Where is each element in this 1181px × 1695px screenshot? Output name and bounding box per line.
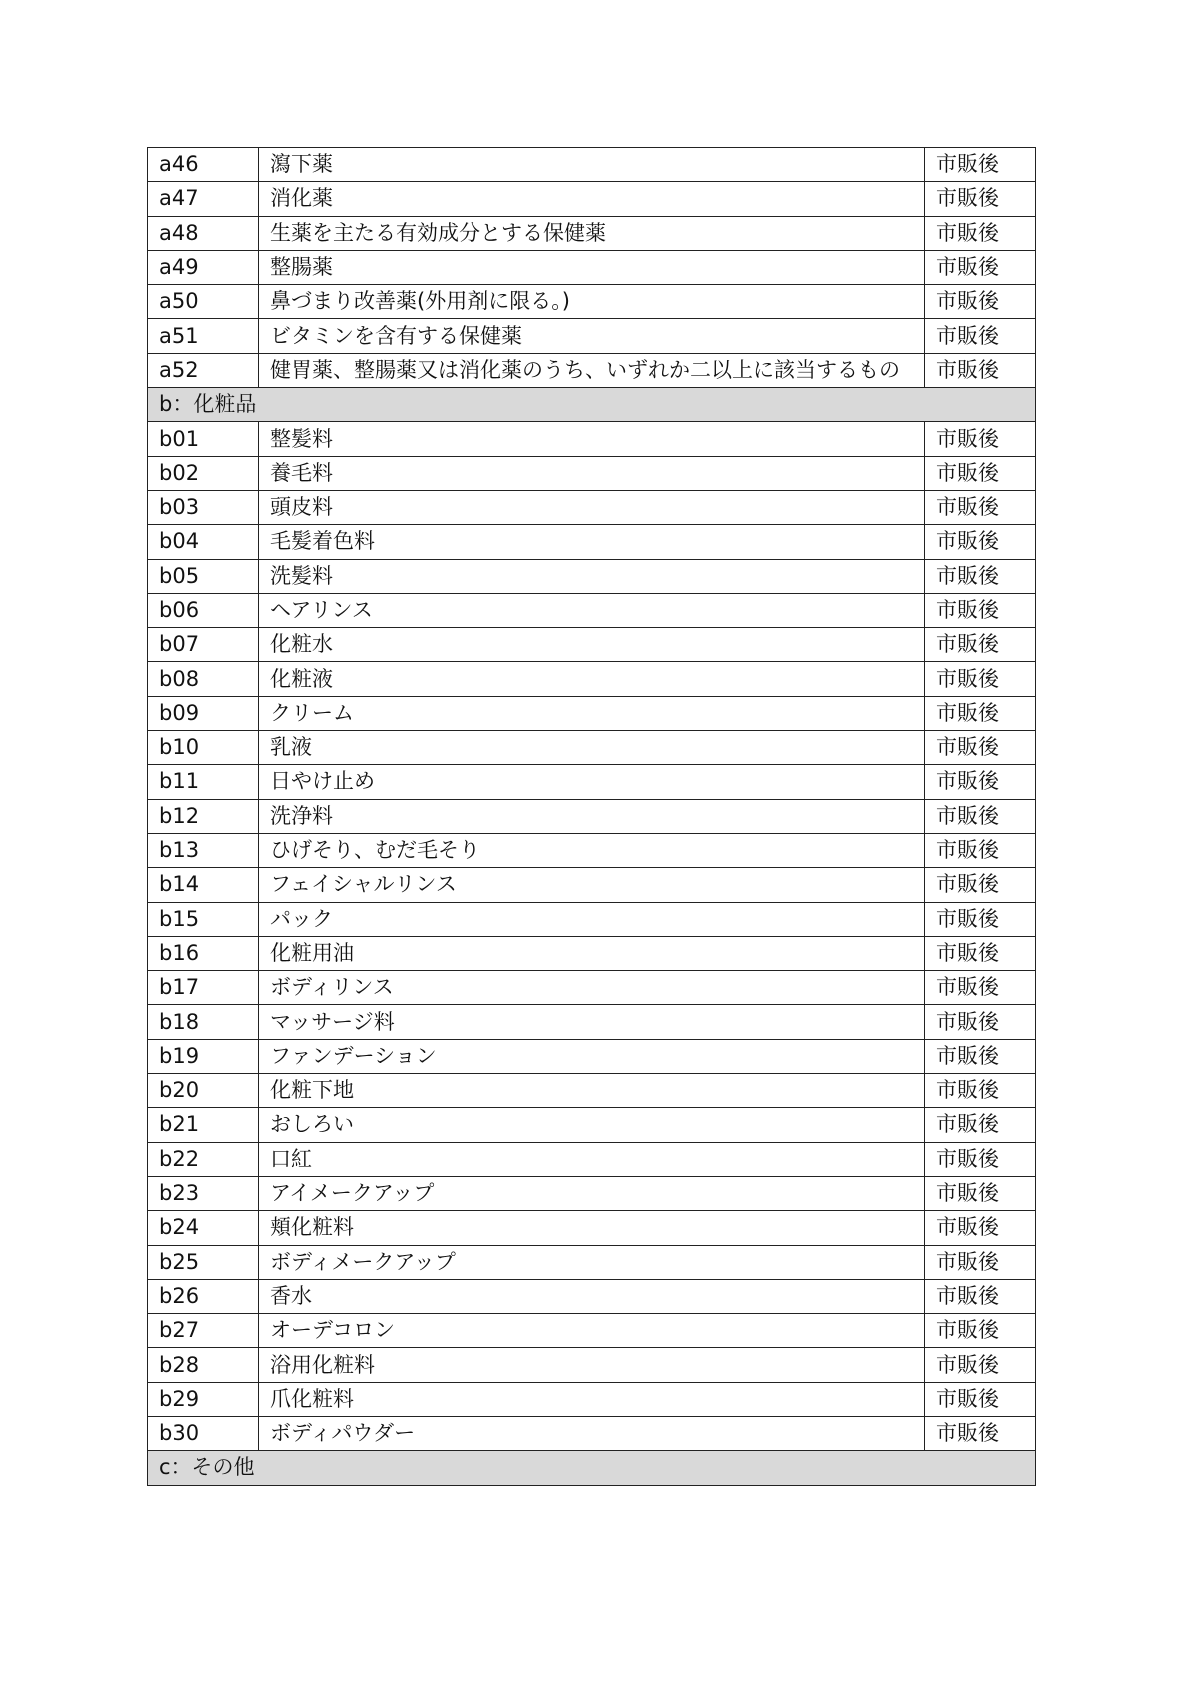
item-status: 市販後: [925, 731, 1036, 765]
item-name: 乳液: [259, 731, 925, 765]
item-name: マッサージ料: [259, 1005, 925, 1039]
item-status: 市販後: [925, 285, 1036, 319]
item-status: 市販後: [925, 868, 1036, 902]
item-status: 市販後: [925, 250, 1036, 284]
table-row: [148, 833, 1036, 867]
item-code: a47: [148, 182, 259, 216]
item-status: 市販後: [925, 1074, 1036, 1108]
item-status: 市販後: [925, 1142, 1036, 1176]
item-code: b09: [148, 696, 259, 730]
item-name: 洗髪料: [259, 559, 925, 593]
table-row: [148, 628, 1036, 662]
table-row: [148, 662, 1036, 696]
item-code: a51: [148, 319, 259, 353]
item-code: b10: [148, 731, 259, 765]
item-status: 市販後: [925, 1416, 1036, 1450]
item-code: b29: [148, 1382, 259, 1416]
table-row: [148, 1416, 1036, 1450]
item-name: 頬化粧料: [259, 1211, 925, 1245]
item-name: ボディパウダー: [259, 1416, 925, 1450]
table-row: [148, 1245, 1036, 1279]
item-code: b18: [148, 1005, 259, 1039]
item-name: ボディリンス: [259, 971, 925, 1005]
table-row: [148, 1142, 1036, 1176]
table-row: [148, 1074, 1036, 1108]
item-code: a48: [148, 216, 259, 250]
table-row: [148, 148, 1036, 182]
item-status: 市販後: [925, 765, 1036, 799]
item-code: b06: [148, 593, 259, 627]
item-status: 市販後: [925, 799, 1036, 833]
item-code: b01: [148, 422, 259, 456]
item-code: b17: [148, 971, 259, 1005]
table-row: [148, 868, 1036, 902]
item-name: おしろい: [259, 1108, 925, 1142]
table-row: [148, 1279, 1036, 1313]
item-name: 洗浄料: [259, 799, 925, 833]
table-row: [148, 731, 1036, 765]
item-status: 市販後: [925, 216, 1036, 250]
item-name: 健胃薬、整腸薬又は消化薬のうち、いずれか二以上に該当するもの: [259, 353, 925, 387]
item-code: b20: [148, 1074, 259, 1108]
item-code: b16: [148, 936, 259, 970]
item-name: ひげそり、むだ毛そり: [259, 833, 925, 867]
item-code: b11: [148, 765, 259, 799]
table-row: [148, 1039, 1036, 1073]
item-status: 市販後: [925, 593, 1036, 627]
item-code: b04: [148, 525, 259, 559]
item-code: b25: [148, 1245, 259, 1279]
table-row: [148, 250, 1036, 284]
item-status: 市販後: [925, 833, 1036, 867]
item-status: 市販後: [925, 1245, 1036, 1279]
item-code: b08: [148, 662, 259, 696]
item-name: 口紅: [259, 1142, 925, 1176]
item-code: b13: [148, 833, 259, 867]
item-name: 整髪料: [259, 422, 925, 456]
item-name: 瀉下薬: [259, 148, 925, 182]
item-code: b23: [148, 1176, 259, 1210]
item-code: b15: [148, 902, 259, 936]
item-code: b07: [148, 628, 259, 662]
table-row: [148, 1176, 1036, 1210]
item-code: b02: [148, 456, 259, 490]
item-code: a50: [148, 285, 259, 319]
item-name: 化粧液: [259, 662, 925, 696]
item-status: 市販後: [925, 1176, 1036, 1210]
item-status: 市販後: [925, 1108, 1036, 1142]
item-status: 市販後: [925, 1348, 1036, 1382]
item-status: 市販後: [925, 1314, 1036, 1348]
item-name: 整腸薬: [259, 250, 925, 284]
table-row: [148, 1108, 1036, 1142]
item-status: 市販後: [925, 148, 1036, 182]
item-status: 市販後: [925, 971, 1036, 1005]
section-header-row: [148, 388, 1036, 422]
table-row: [148, 1211, 1036, 1245]
item-status: 市販後: [925, 1382, 1036, 1416]
item-name: 養毛料: [259, 456, 925, 490]
item-code: b27: [148, 1314, 259, 1348]
item-code: b12: [148, 799, 259, 833]
item-status: 市販後: [925, 696, 1036, 730]
table-row: [148, 593, 1036, 627]
table-row: [148, 559, 1036, 593]
item-name: クリーム: [259, 696, 925, 730]
item-code: b22: [148, 1142, 259, 1176]
table-row: [148, 182, 1036, 216]
item-code: b19: [148, 1039, 259, 1073]
item-status: 市販後: [925, 1279, 1036, 1313]
item-name: フェイシャルリンス: [259, 868, 925, 902]
item-code: a46: [148, 148, 259, 182]
table-row: [148, 456, 1036, 490]
item-status: 市販後: [925, 1039, 1036, 1073]
section-label: c：その他: [148, 1451, 1036, 1485]
item-status: 市販後: [925, 662, 1036, 696]
item-name: 浴用化粧料: [259, 1348, 925, 1382]
item-code: a49: [148, 250, 259, 284]
item-name: ビタミンを含有する保健薬: [259, 319, 925, 353]
item-code: b03: [148, 490, 259, 524]
item-name: ボディメークアップ: [259, 1245, 925, 1279]
item-status: 市販後: [925, 902, 1036, 936]
item-name: 生薬を主たる有効成分とする保健薬: [259, 216, 925, 250]
table-row: [148, 799, 1036, 833]
item-code: b21: [148, 1108, 259, 1142]
category-table: [147, 147, 1036, 1486]
item-name: 化粧下地: [259, 1074, 925, 1108]
item-status: 市販後: [925, 490, 1036, 524]
item-name: 日やけ止め: [259, 765, 925, 799]
item-status: 市販後: [925, 182, 1036, 216]
item-code: b14: [148, 868, 259, 902]
table-row: [148, 1005, 1036, 1039]
item-name: 化粧水: [259, 628, 925, 662]
item-name: 爪化粧料: [259, 1382, 925, 1416]
table-row: [148, 1314, 1036, 1348]
item-code: b28: [148, 1348, 259, 1382]
item-status: 市販後: [925, 936, 1036, 970]
item-status: 市販後: [925, 319, 1036, 353]
table-row: [148, 971, 1036, 1005]
item-name: 毛髪着色料: [259, 525, 925, 559]
item-status: 市販後: [925, 422, 1036, 456]
item-status: 市販後: [925, 525, 1036, 559]
table-row: [148, 353, 1036, 387]
item-status: 市販後: [925, 1211, 1036, 1245]
category-table-body: [148, 148, 1036, 1486]
item-status: 市販後: [925, 456, 1036, 490]
item-code: b26: [148, 1279, 259, 1313]
item-status: 市販後: [925, 353, 1036, 387]
table-row: [148, 422, 1036, 456]
item-code: a52: [148, 353, 259, 387]
table-row: [148, 525, 1036, 559]
item-status: 市販後: [925, 559, 1036, 593]
item-name: 消化薬: [259, 182, 925, 216]
table-row: [148, 319, 1036, 353]
section-label: b：化粧品: [148, 388, 1036, 422]
table-row: [148, 1382, 1036, 1416]
item-code: b24: [148, 1211, 259, 1245]
item-name: ヘアリンス: [259, 593, 925, 627]
item-status: 市販後: [925, 628, 1036, 662]
table-row: [148, 1348, 1036, 1382]
table-row: [148, 902, 1036, 936]
item-name: 頭皮料: [259, 490, 925, 524]
item-name: パック: [259, 902, 925, 936]
table-row: [148, 216, 1036, 250]
item-name: 鼻づまり改善薬(外用剤に限る。): [259, 285, 925, 319]
item-status: 市販後: [925, 1005, 1036, 1039]
item-name: アイメークアップ: [259, 1176, 925, 1210]
item-code: b05: [148, 559, 259, 593]
item-code: b30: [148, 1416, 259, 1450]
item-name: ファンデーション: [259, 1039, 925, 1073]
table-row: [148, 696, 1036, 730]
section-header-row: [148, 1451, 1036, 1485]
table-row: [148, 490, 1036, 524]
item-name: 化粧用油: [259, 936, 925, 970]
item-name: オーデコロン: [259, 1314, 925, 1348]
table-row: [148, 285, 1036, 319]
table-row: [148, 936, 1036, 970]
item-name: 香水: [259, 1279, 925, 1313]
table-row: [148, 765, 1036, 799]
